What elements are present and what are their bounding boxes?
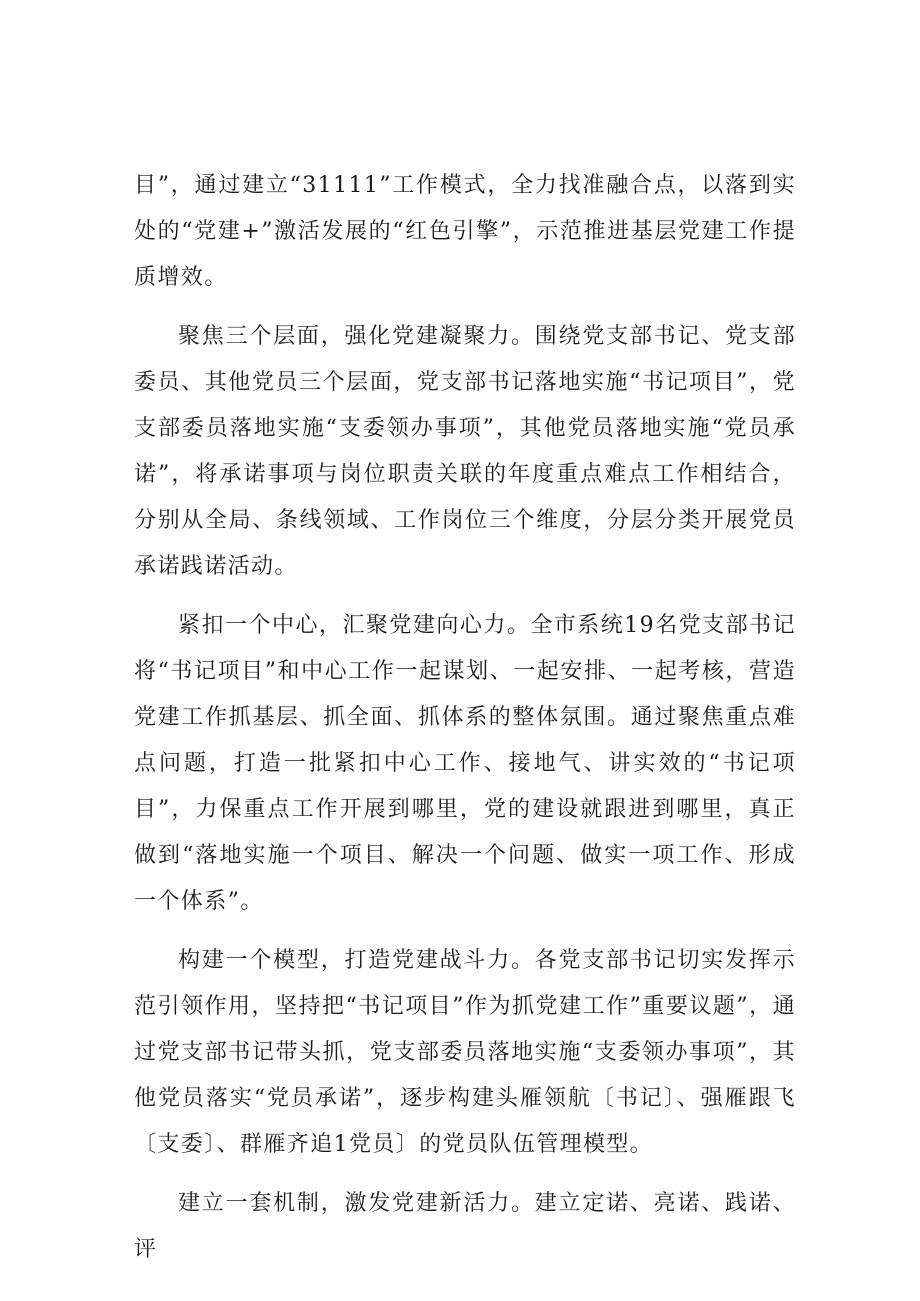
paragraph-2: 聚焦三个层面，强化党建凝聚力。围绕党支部书记、党支部委员、其他党员三个层面，党支部书记落地实施“书记项目”，党支部委员落地实施“支委领办事项”，其他党员落地实施“党员承诺”，将承诺事项与岗位职责关联的年度重点难点工作相结合，分别从全局、条线领域、工作岗位三个维度，分层分类开展党员承诺践诺活动。 (134, 324, 796, 579)
paragraph-1: 目”，通过建立“31111”工作模式，全力找准融合点，以落到实处的“党建+”激活发展的“红色引擎”，示范推进基层党建工作提质增效。 (134, 173, 796, 290)
document-body (134, 163, 796, 1273)
paragraph-4: 构建一个模型，打造党建战斗力。各党支部书记切实发挥示范引领作用，坚持把“书记项目”作为抓党建工作”重要议题”，通过党支部书记带头抓，党支部委员落地实施“支委领办事项”，其他党员落实“党员承诺”，逐步构建头雁领航〔书记〕、强雁跟飞〔支委〕、群雁齐追1党员〕的党员队伍管理模型。 (134, 948, 796, 1157)
paragraph-3: 紧扣一个中心，汇聚党建向心力。全市系统19名党支部书记将“书记项目”和中心工作一起谋划、一起安排、一起考核，营造党建工作抓基层、抓全面、抓体系的整体氛围。通过聚焦重点难点问题，打造一批紧扣中心工作、接地气、讲实效的“书记项目”，力保重点工作开展到哪里，党的建设就跟进到哪里，真正做到“落地实施一个项目、解决一个问题、做实一项工作、形成一个体系”。 (134, 613, 796, 914)
paragraph-5: 建立一套机制，激发党建新活力。建立定诺、亮诺、践诺、评 (134, 1191, 796, 1262)
